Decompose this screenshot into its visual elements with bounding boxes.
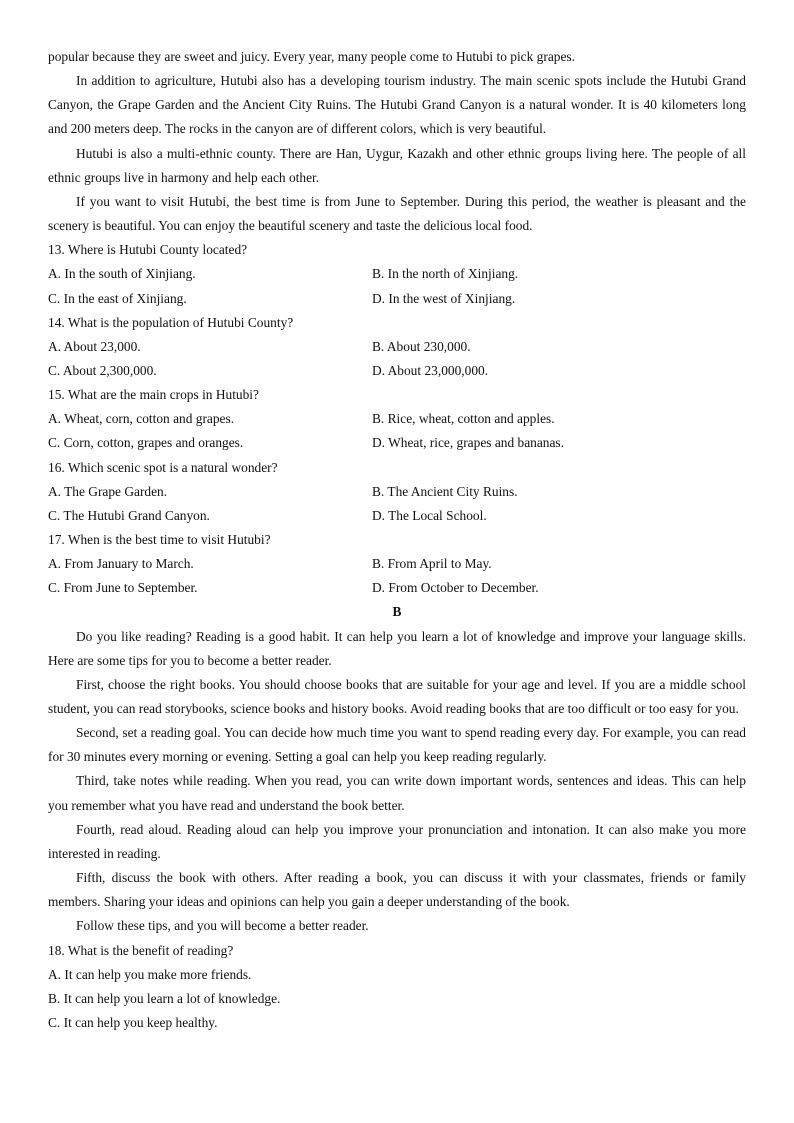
option-row — [48, 262, 746, 286]
option-row — [48, 552, 746, 576]
question-stem: 18. What is the benefit of reading? — [48, 942, 234, 958]
option-c: C. The Hutubi Grand Canyon. — [48, 507, 210, 523]
option-row — [48, 576, 746, 600]
option-a: A. From January to March. — [48, 556, 194, 572]
option-c: C. It can help you keep healthy. — [48, 1014, 218, 1030]
option-row — [48, 407, 746, 431]
question-stem: 15. What are the main crops in Hutubi? — [48, 387, 259, 403]
option-b: B. From April to May. — [372, 556, 492, 572]
exam-page — [48, 45, 746, 1035]
passage-a-paragraph: popular because they are sweet and juicy. Every year, many people come to Hutubi to pick grapes. — [48, 49, 575, 64]
option-d: D. In the west of Xinjiang. — [372, 290, 516, 306]
option-b: B. It can help you learn a lot of knowledge. — [48, 990, 281, 1006]
option-d: D. From October to December. — [372, 580, 539, 596]
option-d: D. About 23,000,000. — [372, 362, 489, 378]
option-b: B. Rice, wheat, cotton and apples. — [372, 411, 555, 427]
question-stem: 14. What is the population of Hutubi County? — [48, 314, 294, 330]
option-c: C. About 2,300,000. — [48, 362, 157, 378]
option-c: C. Corn, cotton, grapes and oranges. — [48, 435, 244, 451]
option-b: B. In the north of Xinjiang. — [372, 266, 519, 282]
option-b: B. About 230,000. — [372, 338, 471, 354]
passage-b-paragraph: Fourth, read aloud. Reading aloud can help you improve your pronunciation and intonation. It can also make you more interested in reading. — [48, 821, 746, 861]
option-row — [48, 359, 746, 383]
passage-b-paragraph: Follow these tips, and you will become a better reader. — [76, 918, 369, 934]
passage-a-paragraph: If you want to visit Hutubi, the best time is from June to September. During this period, the weather is pleasant and the scenery is beautiful. You can enjoy the beautiful scenery and taste the delicious local food. — [48, 193, 746, 234]
option-a: A. About 23,000. — [48, 338, 141, 354]
passage-b-paragraph: Second, set a reading goal. You can decide how much time you want to spend reading every day. For example, you can read for 30 minutes every morning or evening. Setting a goal can help you keep reading regularly. — [48, 725, 746, 765]
section-heading: B — [392, 604, 402, 620]
question-stem: 13. Where is Hutubi County located? — [48, 242, 248, 258]
option-d: D. The Local School. — [372, 507, 487, 523]
option-row — [48, 480, 746, 504]
passage-b-paragraph: Fifth, discuss the book with others. After reading a book, you can discuss it with your classmates, friends or family members. Sharing your ideas and opinions can help you gain a deeper understanding of the book. — [48, 870, 746, 910]
passage-a-paragraph: Hutubi is also a multi-ethnic county. There are Han, Uygur, Kazakh and other ethnic groups living here. The people of all ethnic groups live in harmony and help each other. — [48, 145, 746, 185]
passage-b-paragraph: Third, take notes while reading. When you read, you can write down important words, sentences and ideas. This can help you remember what you have read and understand the book better. — [48, 773, 746, 813]
passage-a-paragraph: In addition to agriculture, Hutubi also has a developing tourism industry. The main scenic spots include the Hutubi Grand Canyon, the Grape Garden and the Ancient City Ruins. The Hutubi Grand Canyon is a natural wonder. It is 40 kilometers long and 200 meters deep. The rocks in the canyon are of different colors, which is very beautiful. — [48, 73, 746, 137]
option-row — [48, 504, 746, 528]
option-a: A. Wheat, corn, cotton and grapes. — [48, 411, 235, 427]
option-row — [48, 335, 746, 359]
option-row — [48, 431, 746, 455]
option-c: C. From June to September. — [48, 580, 198, 596]
passage-b-paragraph: Do you like reading? Reading is a good habit. It can help you learn a lot of knowledge and improve your language skills. Here are some tips for you to become a better reader. — [48, 628, 746, 668]
option-c: C. In the east of Xinjiang. — [48, 290, 187, 306]
option-b: B. The Ancient City Ruins. — [372, 483, 518, 499]
passage-b-paragraph: First, choose the right books. You should choose books that are suitable for your age and level. If you are a middle school student, you can read storybooks, science books and history books. Avoid reading books that are too difficult or too easy for you. — [48, 676, 746, 716]
option-a: A. It can help you make more friends. — [48, 966, 252, 982]
option-d: D. Wheat, rice, grapes and bananas. — [372, 435, 564, 451]
option-row — [48, 287, 746, 311]
option-a: A. In the south of Xinjiang. — [48, 266, 196, 282]
option-a: A. The Grape Garden. — [48, 483, 168, 499]
question-stem: 17. When is the best time to visit Hutubi? — [48, 531, 271, 547]
question-stem: 16. Which scenic spot is a natural wonder? — [48, 459, 278, 475]
